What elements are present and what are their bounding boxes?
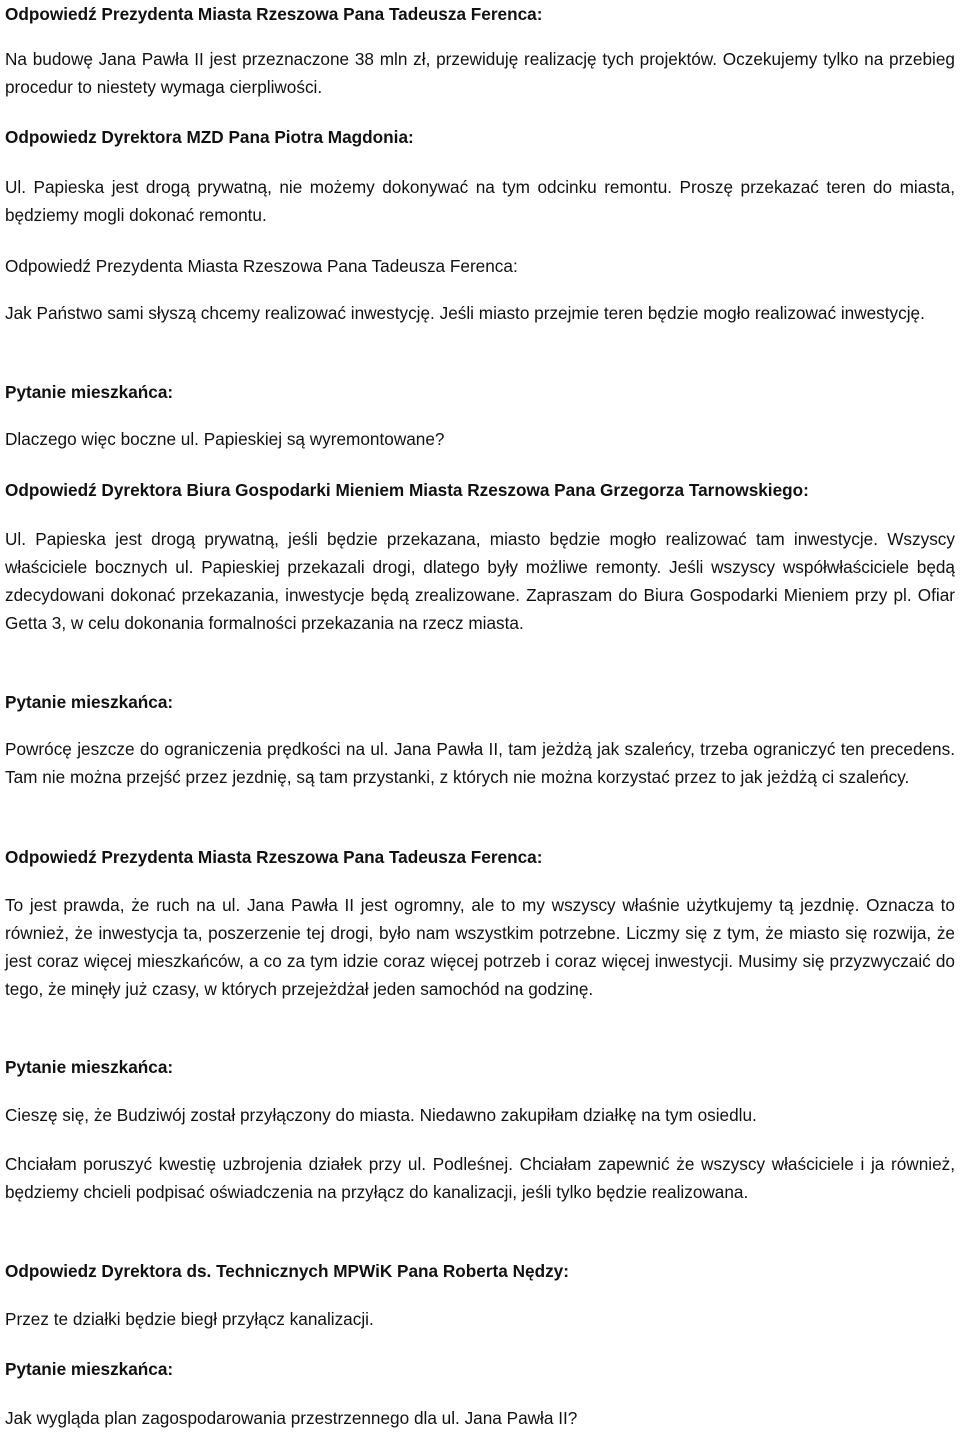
section-heading: Pytanie mieszkańca:: [5, 382, 174, 402]
paragraph: Chciałam poruszyć kwestię uzbrojenia działek przy ul. Podleśnej. Chciałam zapewnić że wszyscy właściciele i ja również, będziemy chcieli podpisać oświadczenia na przyłącz do kanalizacji, jeśli tylko będzie realizowana.: [5, 1154, 955, 1202]
section-heading: Pytanie mieszkańca:: [5, 1057, 174, 1077]
paragraph: Ul. Papieska jest drogą prywatną, jeśli będzie przekazana, miasto będzie mogło realizować tam inwestycje. Wszyscy właściciele bocznych ul. Papieskiej przekazali drogi, dlatego były możliwe remonty. Jeśli wszyscy współwłaściciele będą zdecydowani dokonać przekazania, inwestycje będą zrealizowane. Zapraszam do Biura Gospodarki Mieniem przy pl. Ofiar Getta 3, w celu dokonania formalności przekazania na rzecz miasta.: [5, 529, 955, 633]
section-heading: Odpowiedź Prezydenta Miasta Rzeszowa Pana Tadeusza Ferenca:: [5, 4, 543, 24]
paragraph: To jest prawda, że ruch na ul. Jana Pawła II jest ogromny, ale to my wszyscy właśnie użytkujemy tą jezdnię. Oznacza to również, że inwestycja ta, poszerzenie tej drogi, było nam wszystkim potrzebne. Liczmy się z tym, że miasto się rozwija, że jest coraz więcej mieszkańców, a co za tym idzie coraz więcej potrzeb i coraz więcej inwestycji. Musimy się przyzwyczaić do tego, że minęły już czasy, w których przejeżdżał jeden samochód na godzinę.: [5, 895, 955, 999]
paragraph: Na budowę Jana Pawła II jest przeznaczone 38 mln zł, przewiduję realizację tych projektów. Oczekujemy tylko na przebieg procedur to niestety wymaga cierpliwości.: [5, 49, 955, 97]
paragraph: Ul. Papieska jest drogą prywatną, nie możemy dokonywać na tym odcinku remontu. Proszę przekazać teren do miasta, będziemy mogli dokonać remontu.: [5, 177, 955, 225]
paragraph: Jak Państwo sami słyszą chcemy realizować inwestycję. Jeśli miasto przejmie teren będzie mogło realizować inwestycję.: [5, 303, 925, 323]
section-heading: Odpowiedz Dyrektora MZD Pana Piotra Magdonia:: [5, 127, 414, 147]
paragraph: Jak wygląda plan zagospodarowania przestrzennego dla ul. Jana Pawła II?: [5, 1408, 578, 1428]
section-heading: Pytanie mieszkańca:: [5, 692, 174, 712]
section-heading: Odpowiedź Dyrektora Biura Gospodarki Mieniem Miasta Rzeszowa Pana Grzegorza Tarnowskiego:: [5, 480, 809, 500]
paragraph: Powrócę jeszcze do ograniczenia prędkości na ul. Jana Pawła II, tam jeżdżą jak szaleńcy, trzeba ograniczyć ten precedens. Tam nie można przejść przez jezdnię, są tam przystanki, z których nie można korzystać przez to jak jeżdżą ci szaleńcy.: [5, 739, 955, 787]
section-heading: Pytanie mieszkańca:: [5, 1359, 174, 1379]
paragraph: Przez te działki będzie biegł przyłącz kanalizacji.: [5, 1309, 374, 1329]
paragraph: Dlaczego więc boczne ul. Papieskiej są wyremontowane?: [5, 429, 445, 449]
section-heading: Odpowiedz Dyrektora ds. Technicznych MPWiK Pana Roberta Nędzy:: [5, 1261, 569, 1281]
section-heading: Odpowiedź Prezydenta Miasta Rzeszowa Pana Tadeusza Ferenca:: [5, 256, 518, 276]
section-heading: Odpowiedź Prezydenta Miasta Rzeszowa Pana Tadeusza Ferenca:: [5, 847, 543, 867]
paragraph: Cieszę się, że Budziwój został przyłączony do miasta. Niedawno zakupiłam działkę na tym osiedlu.: [5, 1105, 757, 1125]
